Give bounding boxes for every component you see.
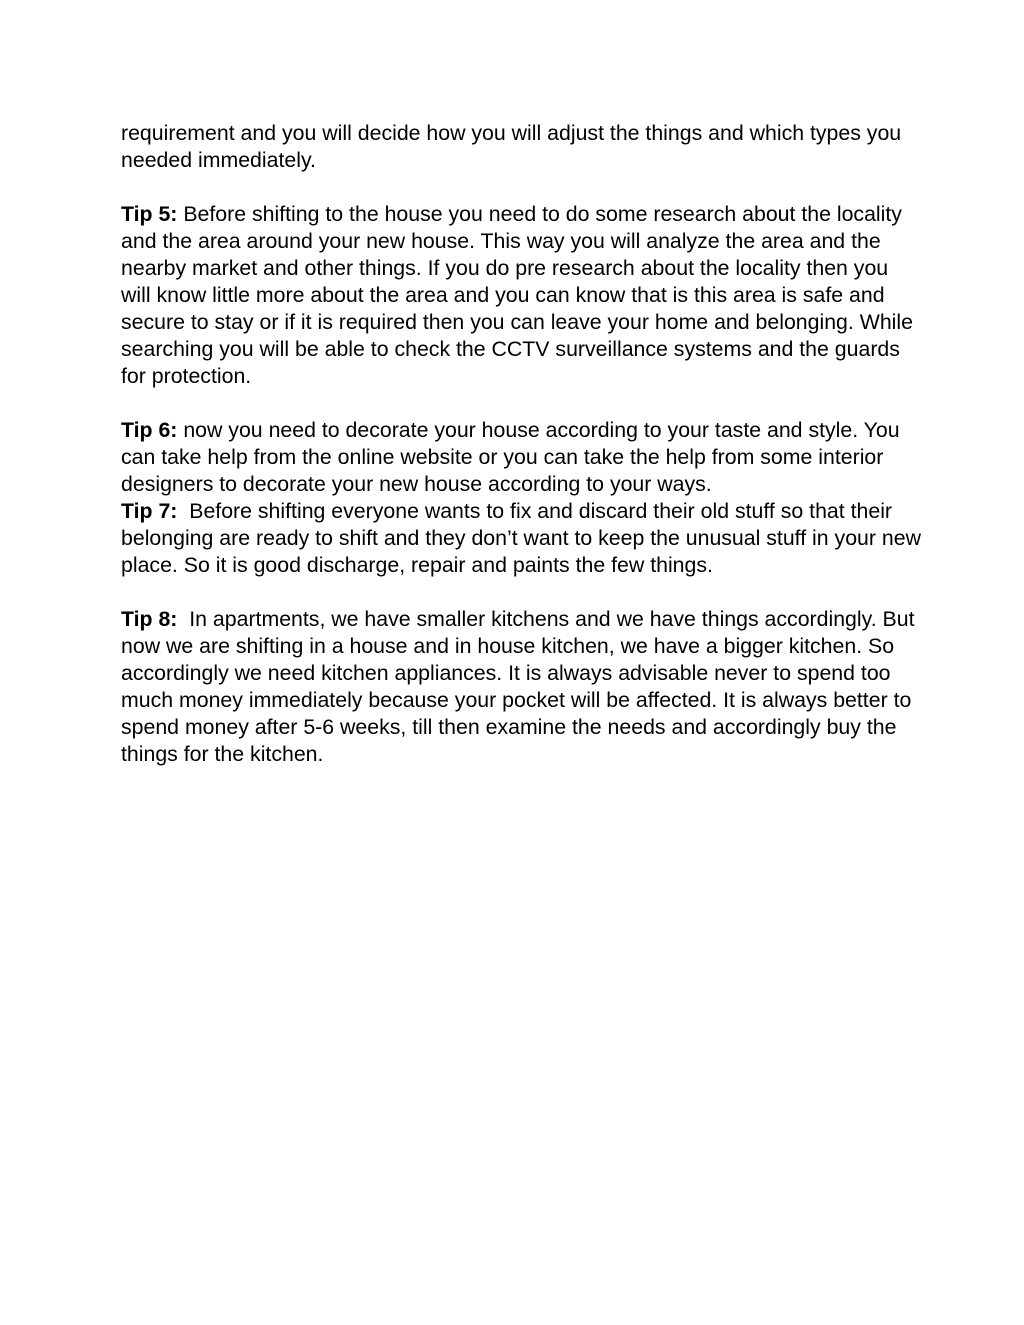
tip-5-label: Tip 5: — [121, 202, 178, 226]
paragraph-tip-5 — [121, 201, 921, 390]
tip-8-text: In apartments, we have smaller kitchens and we have things accordingly. But now we are shifting in a house and in house kitchen, we have a bigger kitchen. So accordingly we need kitchen appliances. It is always advisable never to spend too much money immediately because your pocket will be affected. It is always better to spend money after 5-6 weeks, till then examine the needs and accordingly buy the things for the kitchen. — [121, 607, 921, 766]
tip-6-text: now you need to decorate your house according to your taste and style. You can take help from the online website or you can take the help from some interior designers to decorate your new house according to your ways. — [121, 418, 900, 496]
document-body — [121, 120, 927, 768]
paragraph-tip-6 — [121, 417, 921, 498]
tip-8-label: Tip 8: — [121, 607, 178, 631]
paragraph-text: requirement and you will decide how you will adjust the things and which types you needed immediately. — [121, 121, 902, 172]
tip-5-text: Before shifting to the house you need to do some research about the locality and the area around your new house. This way you will analyze the area and the nearby market and other things. If you do pre research about the locality then you will know little more about the area and you can know that is this area is safe and secure to stay or if it is required then you can leave your home and belonging. While searching you will be able to check the CCTV surveillance systems and the guards for protection. — [121, 202, 913, 388]
tip-7-text: Before shifting everyone wants to fix and discard their old stuff so that their belonging are ready to shift and they don’t want to keep the unusual stuff in your new place. So it is good discharge, repair and paints the few things. — [121, 499, 927, 577]
paragraph-tip-8 — [121, 606, 921, 768]
paragraph-continuation — [121, 120, 921, 174]
tip-6-label: Tip 6: — [121, 418, 178, 442]
paragraph-tip-7 — [121, 498, 927, 579]
tip-7-label: Tip 7: — [121, 499, 178, 523]
